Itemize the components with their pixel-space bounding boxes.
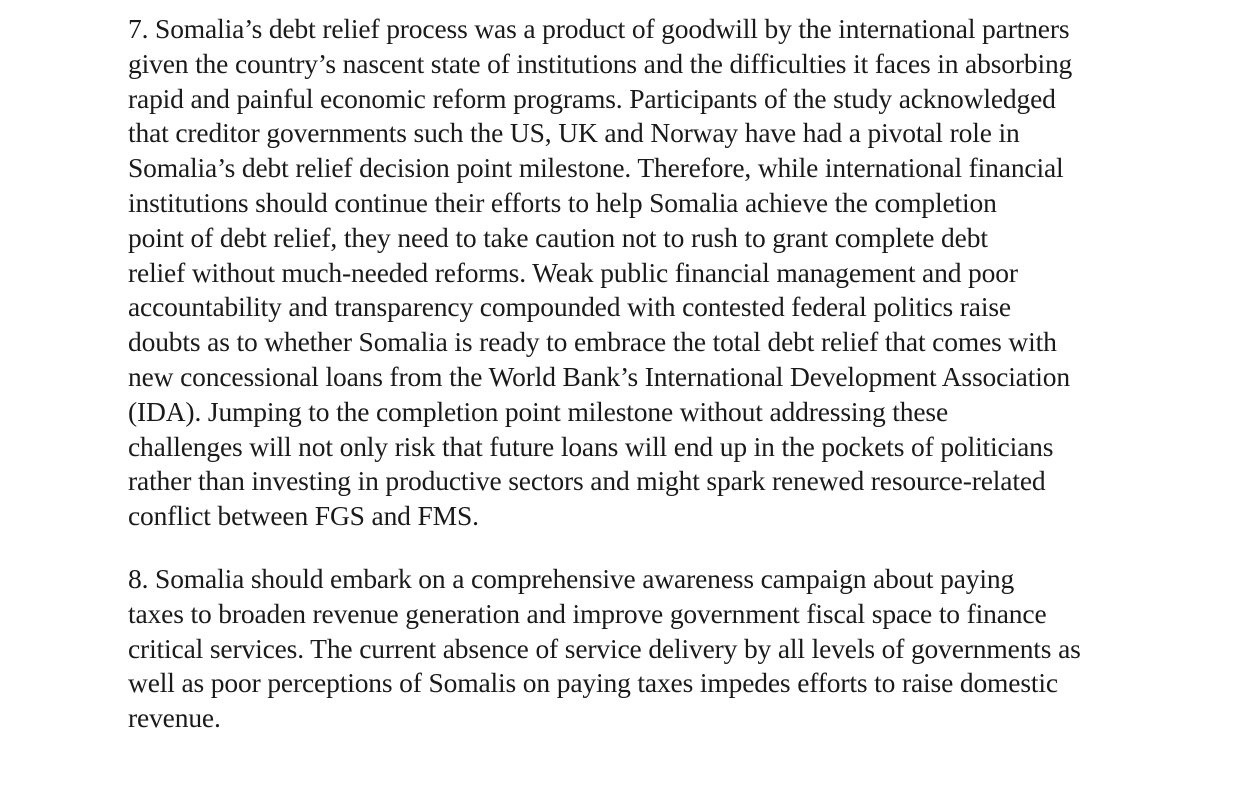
- document-page: [128, 12, 1168, 736]
- paragraph-7: 7. Somalia’s debt relief process was a product of goodwill by the international partners given the country’s nascent state of institutions and the difficulties it faces in absorbing rapid and painful economic reform programs. Participants of the study acknowledged that creditor governments such the US, UK and Norway have had a pivotal role in Somalia’s debt relief decision point milestone. Therefore, while international financial institutions should continue their efforts to help Somalia achieve the completion point of debt relief, they need to take caution not to rush to grant complete debt relief without much-needed reforms. Weak public financial management and poor accountability and transparency compounded with contested federal politics raise doubts as to whether Somalia is ready to embrace the total debt relief that comes with new concessional loans from the World Bank’s International Development Association (IDA). Jumping to the completion point milestone without addressing these challenges will not only risk that future loans will end up in the pockets of politicians rather than investing in productive sectors and might spark renewed resource-related conflict between FGS and FMS.: [128, 13, 1073, 532]
- paragraph-8: 8. Somalia should embark on a comprehensive awareness campaign about paying taxes to broaden revenue generation and improve government fiscal space to finance critical services. The current absence of service delivery by all levels of governments as well as poor perceptions of Somalis on paying taxes impedes efforts to raise domestic revenue.: [128, 562, 1081, 734]
